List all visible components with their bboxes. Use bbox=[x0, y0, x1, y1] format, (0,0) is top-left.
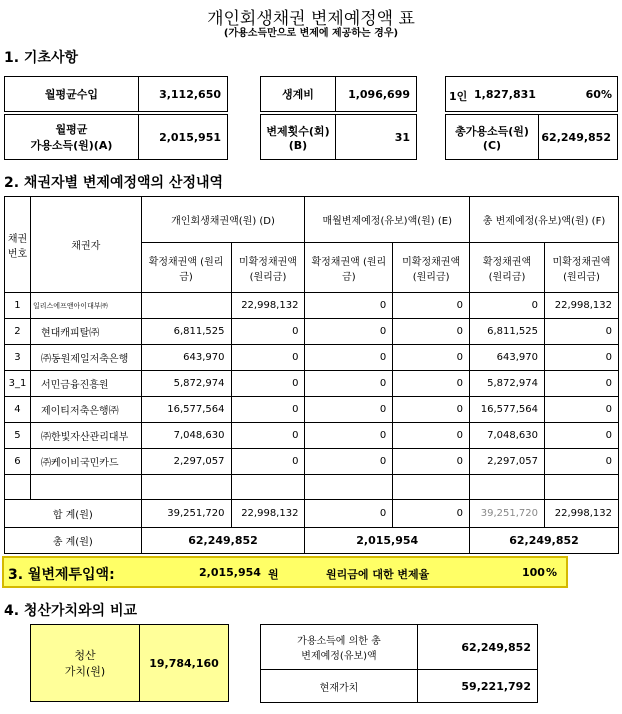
disposable-label-line2: 가용소득(원)(A) bbox=[30, 139, 113, 152]
total-d: 62,249,852 bbox=[141, 528, 305, 554]
subtotal-d1: 39,251,720 bbox=[141, 500, 231, 528]
repay-count-label-line2: (B) bbox=[288, 138, 308, 152]
creditor-table bbox=[4, 196, 619, 554]
repay-ratio-value: 100 bbox=[522, 566, 545, 579]
row-value-d2: 0 bbox=[231, 423, 305, 449]
row-creditor: ㈜동원제일저축은행 bbox=[30, 345, 141, 371]
row-value-f1: 0 bbox=[470, 293, 545, 319]
row-value-e1: 0 bbox=[305, 371, 393, 397]
page-subtitle: (가용소득만으로 변제에 제공하는 경우) bbox=[223, 28, 399, 39]
row-value-f1: 16,577,564 bbox=[470, 397, 545, 423]
sub-confirmed-f: 확정채권액 (원리금) bbox=[470, 243, 545, 293]
monthly-income-label: 월평균수입 bbox=[4, 76, 139, 112]
row-value-f1: 643,970 bbox=[470, 345, 545, 371]
disposable-label-line1: 월평균 bbox=[55, 123, 88, 136]
row-value-f2: 0 bbox=[544, 371, 618, 397]
living-cost-label: 생계비 bbox=[260, 76, 336, 112]
row-value-d2: 0 bbox=[231, 319, 305, 345]
sub-unconfirmed-d: 미확정채권액 (원리금) bbox=[231, 243, 305, 293]
row-value-d1: 2,297,057 bbox=[141, 449, 231, 475]
subtotal-e2: 0 bbox=[393, 500, 470, 528]
row-value-e1: 0 bbox=[305, 345, 393, 371]
row-value-e2: 0 bbox=[393, 449, 470, 475]
group-header-d: 개인회생채권액(원) (D) bbox=[141, 197, 305, 243]
row-creditor: 서민금융진흥원 bbox=[30, 371, 141, 397]
col-header-creditor: 채권자 bbox=[30, 197, 141, 293]
row-value-f2: 0 bbox=[544, 397, 618, 423]
row-value-f1: 2,297,057 bbox=[470, 449, 545, 475]
section2-heading: 2. 채권자별 변제예정액의 산정내역 bbox=[4, 175, 224, 191]
household-pct: 60% bbox=[585, 88, 612, 101]
row-value-e2: 0 bbox=[393, 397, 470, 423]
row-value-e1: 0 bbox=[305, 319, 393, 345]
subtotal-label: 합 계(원) bbox=[5, 500, 142, 528]
subtotal-f1: 39,251,720 bbox=[470, 500, 545, 528]
row-value-d2: 22,998,132 bbox=[231, 293, 305, 319]
monthly-repayment-bar bbox=[2, 556, 568, 588]
monthly-repayment-unit: 원 bbox=[268, 568, 279, 581]
table-row bbox=[5, 319, 619, 345]
col-header-no: 채권 번호 bbox=[5, 197, 31, 293]
row-value-d1: 643,970 bbox=[141, 345, 231, 371]
row-no: 6 bbox=[5, 449, 31, 475]
row-value-d2: 0 bbox=[231, 397, 305, 423]
row-value-d1 bbox=[141, 293, 231, 319]
row-value-e2: 0 bbox=[393, 293, 470, 319]
row-value-f1: 7,048,630 bbox=[470, 423, 545, 449]
monthly-income-value: 3,112,650 bbox=[138, 76, 228, 112]
household-box bbox=[445, 76, 618, 112]
row-value-e1: 0 bbox=[305, 293, 393, 319]
total-disposable-label-line2: (C) bbox=[482, 138, 502, 152]
row-creditor: 현대캐피탈㈜ bbox=[30, 319, 141, 345]
row-value-d1: 16,577,564 bbox=[141, 397, 231, 423]
total-disposable-label bbox=[445, 114, 539, 160]
row-value-e2: 0 bbox=[393, 319, 470, 345]
monthly-repayment-amount: 2,015,954 bbox=[199, 566, 261, 579]
row-value-f2: 0 bbox=[544, 449, 618, 475]
liquidation-value: 19,784,160 bbox=[139, 624, 229, 702]
row-value-f2: 0 bbox=[544, 345, 618, 371]
liquidation-label-line1: 청산 bbox=[74, 649, 96, 662]
subtotal-d2: 22,998,132 bbox=[231, 500, 305, 528]
table-row bbox=[5, 449, 619, 475]
row-value-e1: 0 bbox=[305, 449, 393, 475]
row-value-d1: 5,872,974 bbox=[141, 371, 231, 397]
row-no: 4 bbox=[5, 397, 31, 423]
total-disposable-label-line1: 총가용소득(원) bbox=[455, 124, 529, 138]
repay-count-value: 31 bbox=[335, 114, 417, 160]
repay-count-label-line1: 변제횟수(회) bbox=[266, 124, 330, 138]
page-title: 개인회생채권 변제예정액 표 bbox=[207, 9, 415, 29]
liquidation-label bbox=[30, 624, 140, 702]
disposable-total-label-line2: 변제예정(유보)액 bbox=[301, 651, 377, 662]
section4-heading: 4. 청산가치와의 비교 bbox=[4, 603, 137, 619]
row-value-d1: 6,811,525 bbox=[141, 319, 231, 345]
row-value-f2: 0 bbox=[544, 423, 618, 449]
liquidation-label-line2: 가치(원) bbox=[64, 665, 106, 678]
disposable-value: 2,015,951 bbox=[138, 114, 228, 160]
present-value-label: 현재가치 bbox=[260, 669, 418, 703]
household-value: 1,827,831 bbox=[474, 88, 536, 101]
row-creditor: ㈜케이비국민카드 bbox=[30, 449, 141, 475]
row-value-f2: 22,998,132 bbox=[544, 293, 618, 319]
row-creditor: 일리스에프앤아이대부㈜ bbox=[30, 293, 141, 319]
total-label: 총 계(원) bbox=[5, 528, 142, 554]
table-row bbox=[5, 345, 619, 371]
subtotal-f2: 22,998,132 bbox=[544, 500, 618, 528]
section1-heading: 1. 기초사항 bbox=[4, 50, 79, 66]
row-no: 3 bbox=[5, 345, 31, 371]
present-value-value: 59,221,792 bbox=[417, 669, 538, 703]
row-no: 2 bbox=[5, 319, 31, 345]
row-value-e1: 0 bbox=[305, 423, 393, 449]
row-value-d2: 0 bbox=[231, 371, 305, 397]
repay-ratio-label: 원리금에 대한 변제율 bbox=[326, 568, 430, 581]
subtotal-e1: 0 bbox=[305, 500, 393, 528]
repay-count-label bbox=[260, 114, 336, 160]
row-no: 5 bbox=[5, 423, 31, 449]
row-value-e2: 0 bbox=[393, 423, 470, 449]
group-header-f: 총 변제예정(유보)액(원) (F) bbox=[470, 197, 619, 243]
disposable-label bbox=[4, 114, 139, 160]
total-disposable-value: 62,249,852 bbox=[538, 114, 618, 160]
row-value-d1: 7,048,630 bbox=[141, 423, 231, 449]
disposable-total-label-line1: 가용소득에 의한 총 bbox=[297, 636, 381, 647]
disposable-total-label bbox=[260, 624, 418, 670]
row-creditor: 제이티저축은행㈜ bbox=[30, 397, 141, 423]
total-f: 62,249,852 bbox=[470, 528, 619, 554]
table-row bbox=[5, 397, 619, 423]
sub-unconfirmed-f: 미확정채권액 (원리금) bbox=[544, 243, 618, 293]
row-value-f2: 0 bbox=[544, 319, 618, 345]
row-creditor: ㈜한빛자산관리대부 bbox=[30, 423, 141, 449]
sub-confirmed-d: 확정채권액 (원리금) bbox=[141, 243, 231, 293]
row-value-e2: 0 bbox=[393, 371, 470, 397]
total-e: 2,015,954 bbox=[305, 528, 470, 554]
row-value-d2: 0 bbox=[231, 449, 305, 475]
disposable-total-value: 62,249,852 bbox=[417, 624, 538, 670]
sub-confirmed-e: 확정채권액 (원리금) bbox=[305, 243, 393, 293]
row-no: 3_1 bbox=[5, 371, 31, 397]
household-label: 1인 bbox=[449, 90, 468, 103]
row-value-f1: 6,811,525 bbox=[470, 319, 545, 345]
group-header-e: 매월변제예정(유보)액(원) (E) bbox=[305, 197, 470, 243]
row-value-e2: 0 bbox=[393, 345, 470, 371]
repay-ratio-pct: % bbox=[546, 566, 558, 579]
row-value-d2: 0 bbox=[231, 345, 305, 371]
table-row bbox=[5, 371, 619, 397]
table-row bbox=[5, 293, 619, 319]
table-row bbox=[5, 423, 619, 449]
row-no: 1 bbox=[5, 293, 31, 319]
monthly-repayment-label: 3. 월변제투입액: bbox=[8, 567, 115, 583]
living-cost-value: 1,096,699 bbox=[335, 76, 417, 112]
sub-unconfirmed-e: 미확정채권액 (원리금) bbox=[393, 243, 470, 293]
row-value-f1: 5,872,974 bbox=[470, 371, 545, 397]
row-value-e1: 0 bbox=[305, 397, 393, 423]
